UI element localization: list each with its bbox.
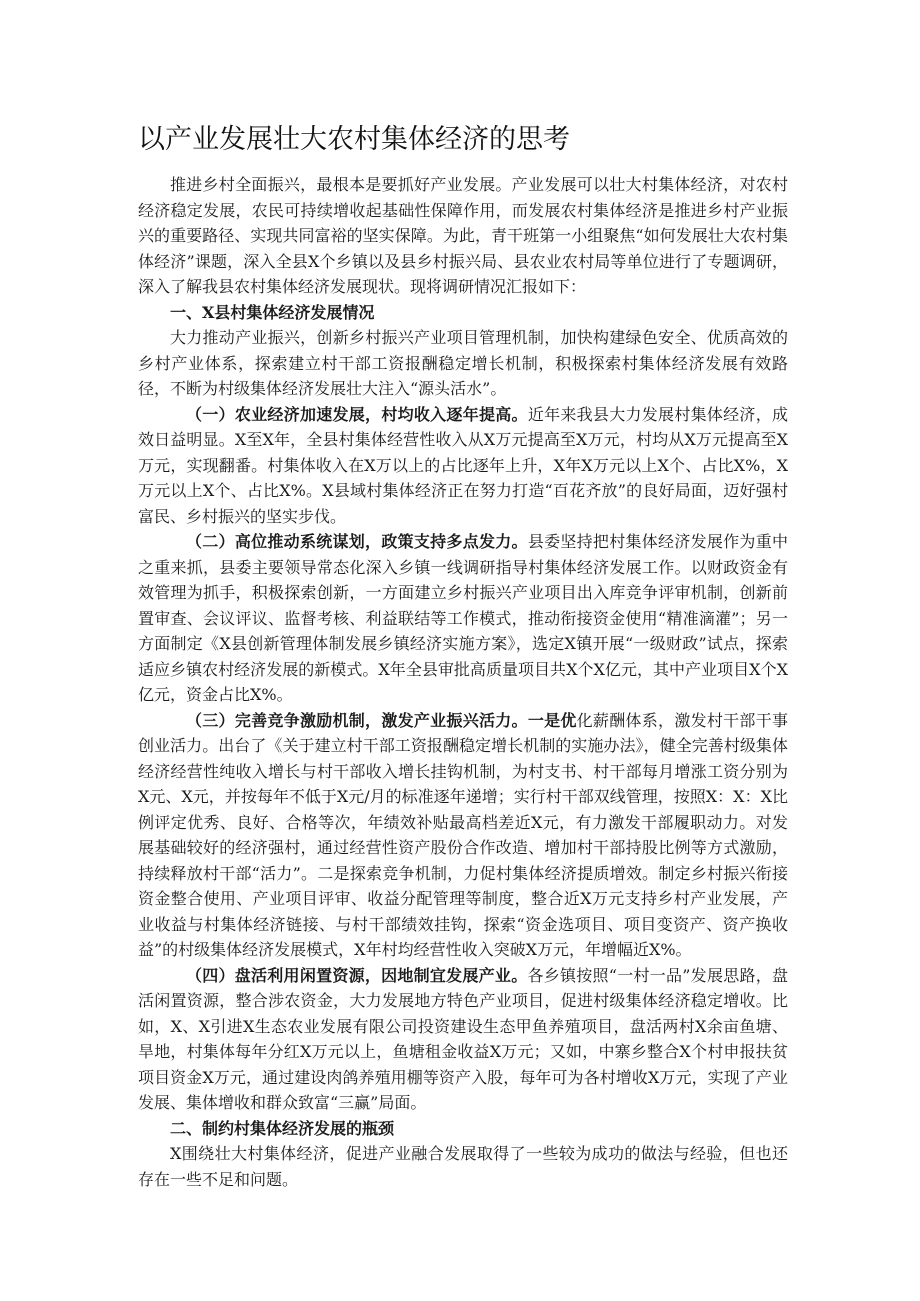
document-title: 以产业发展壮大农村集体经济的思考 [138,124,570,155]
subsection-4-paragraph [138,963,788,1116]
subsection-1-paragraph [138,402,788,530]
section-heading-1: 一、X县村集体经济发展情况 [170,302,375,322]
subsection-2-paragraph [138,529,788,708]
section-2-intro-paragraph: X围绕壮大村集体经济，促进产业融合发展取得了一些较为成功的做法与经验，但也还存在一些不足和问题。 [138,1144,788,1189]
section-heading-2: 二、制约村集体经济发展的瓶颈 [170,1118,395,1138]
subsection-3-lead: （三）完善竞争激励机制，激发产业振兴活力。一是优 [186,710,577,730]
intro-paragraph: 推进乡村全面振兴，最根本是要抓好产业发展。产业发展可以壮大村集体经济，对农村经济稳定发展，农民可持续增收起基础性保障作用，而发展农村集体经济是推进乡村产业振兴的重要路径、实现共同富裕的坚实保障。为此，青干班第一小组聚焦“如何发展壮大农村集体经济”课题，深入全县X个乡镇以及县乡村振兴局、县农业农村局等单位进行了专题调研，深入了解我县农村集体经济发展现状。现将调研情况汇报如下： [138,175,788,296]
subsection-2-lead: （二）高位推动系统谋划，政策支持多点发力。 [186,532,528,551]
subsection-1-text: 近年来我县大力发展村集体经济，成效日益明显。X至X年，全县村集体经营性收入从X万元提高至X万元，村均从X万元提高至X万元，实现翻番。村集体收入在X万以上的占比逐年上升，X年X万元以上X个、占比X%，X万元以上X个、占比X%。X县域村集体经济正在努力打造“百花齐放”的良好局面，迈好强村富民、乡村振兴的坚实步伐。 [138,404,788,526]
subsection-3-text: 化薪酬体系，激发村干部干事创业活力。出台了《关于建立村干部工资报酬稳定增长机制的实施办法》，健全完善村级集体经济经营性纯收入增长与村干部收入增长挂钩机制，为村支书、村干部每月增涨工资分别为X元、X元，并按每年不低于X元/月的标准逐年递增；实行村干部双线管理，按照X：X：X比例评定优秀、良好、合格等次，年绩效补贴最高档差近X元，有力激发干部履职动力。对发展基础较好的经济强村，通过经营性资产股份合作改造、增加村干部持股比例等方式激励，持续释放村干部“活力”。二是探索竞争机制，力促村集体经济提质增效。制定乡村振兴衔接资金整合使用、产业项目评审、收益分配管理等制度，整合近X万元支持乡村产业发展，产业收益与村集体经济链接、与村干部绩效挂钩，探索“资金选项目、项目变资产、资产换收益”的村级集体经济发展模式，X年村均经营性收入突破X万元，年增幅近X%。 [138,710,788,959]
subsection-1-lead: （一）农业经济加速发展，村均收入逐年提高。 [186,404,528,424]
subsection-4-text: 各乡镇按照“一村一品”发展思路，盘活闲置资源，整合涉农资金，大力发展地方特色产业项目，促进村级集体经济稳定增收。比如，X、X引进X生态农业发展有限公司投资建设生态甲鱼养殖项目，盘活两村X余亩鱼塘、旱地，村集体每年分红X万元以上，鱼塘租金收益X万元；又如，中寨乡整合X个村申报扶贫项目资金X万元，通过建设肉鸽养殖用棚等资产入股，每年可为各村增收X万元，实现了产业发展、集体增收和群众致富“三赢”局面。 [138,965,788,1112]
subsection-4-lead: （四）盘活利用闲置资源，因地制宜发展产业。 [186,965,528,985]
subsection-2-text: 县委坚持把村集体经济发展作为重中之重来抓，县委主要领导常态化深入乡镇一线调研指导村集体经济发展工作。以财政资金有效管理为抓手，积极探索创新，一方面建立乡村振兴产业项目出入库竞争评审机制，创新前置审查、会议评议、监督考核、利益联结等工作模式，推动衔接资金使用“精准滴灌”；另一方面制定《X县创新管理体制发展乡镇经济实施方案》，选定X镇开展“一级财政”试点，探索适应乡镇农村经济发展的新模式。X年全县审批高质量项目共X个X亿元，其中产业项目X个X亿元，资金占比X%。 [138,532,788,704]
document-body [138,172,788,1192]
subsection-3-paragraph [138,708,788,963]
section-1-intro-paragraph: 大力推动产业振兴，创新乡村振兴产业项目管理机制，加快构建绿色安全、优质高效的乡村产业体系，探索建立村干部工资报酬稳定增长机制，积极探索村集体经济发展有效路径，不断为村级集体经济发展壮大注入“源头活水”。 [138,328,788,398]
